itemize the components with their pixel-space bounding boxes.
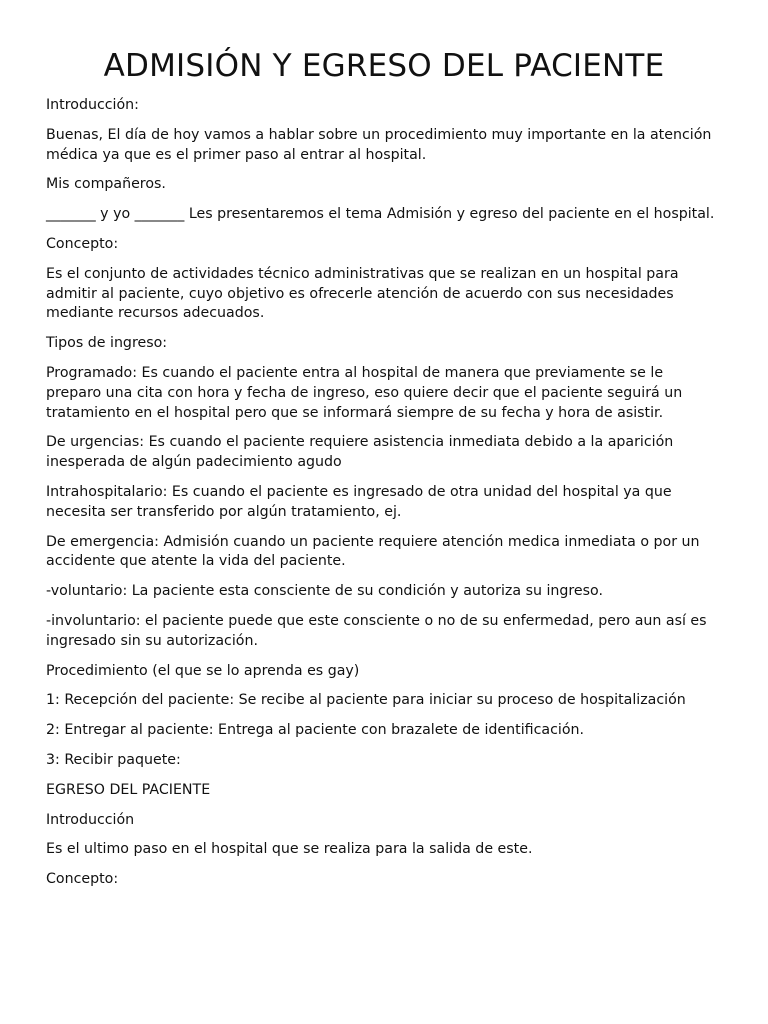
intrahospitalario-paragraph: Intrahospitalario: Es cuando el paciente es ingresado de otra unidad del hospital ya que necesita ser transferido por algún tratamiento, ej.: [46, 483, 672, 520]
heading-egreso: EGRESO DEL PACIENTE: [46, 781, 211, 798]
intro-paragraph: Buenas, El día de hoy vamos a hablar sobre un procedimiento muy importante en la atención médica ya que es el primer paso al entrar al hospital.: [46, 126, 712, 163]
heading-tipos-de-ingreso: Tipos de ingreso:: [46, 335, 168, 352]
heading-egreso-introduccion: Introducción: [46, 811, 135, 828]
programado-paragraph: Programado: Es cuando el paciente entra al hospital de manera que previamente se le preparo una cita con hora y fecha de ingreso, eso quiere decir que el paciente seguirá un tratamiento en el hospital pero que se informará siempre de su fecha y hora de asistir.: [46, 364, 683, 421]
egreso-intro-paragraph: Es el ultimo paso en el hospital que se realiza para la salida de este.: [46, 841, 533, 858]
concept-paragraph: Es el conjunto de actividades técnico administrativas que se realizan en un hospital para admitir al paciente, cuyo objetivo es ofrecerle atención de acuerdo con sus necesidades mediante recursos adecuados.: [46, 265, 679, 322]
presenters-paragraph: _______ y yo _______ Les presentaremos el tema Admisión y egreso del paciente en el hospital.: [46, 206, 715, 223]
heading-concepto: Concepto:: [46, 235, 119, 252]
companions-line: Mis compañeros.: [46, 176, 166, 193]
voluntario-paragraph: -voluntario: La paciente esta consciente de su condición y autoriza su ingreso.: [46, 583, 603, 600]
heading-procedimiento: Procedimiento (el que se lo aprenda es gay): [46, 662, 360, 679]
document-body: [46, 96, 722, 890]
heading-egreso-concepto: Concepto:: [46, 871, 119, 888]
document-title: ADMISIÓN Y EGRESO DEL PACIENTE: [103, 48, 665, 84]
step-2-paragraph: 2: Entregar al paciente: Entrega al paciente con brazalete de identificación.: [46, 722, 585, 739]
urgencias-paragraph: De urgencias: Es cuando el paciente requiere asistencia inmediata debido a la aparición inesperada de algún padecimiento agudo: [46, 434, 674, 471]
step-1-paragraph: 1: Recepción del paciente: Se recibe al paciente para iniciar su proceso de hospitalización: [46, 692, 686, 709]
emergencia-paragraph: De emergencia: Admisión cuando un paciente requiere atención medica inmediata o por un accidente que atente la vida del paciente.: [46, 533, 700, 570]
involuntario-paragraph: -involuntario: el paciente puede que este consciente o no de su enfermedad, pero aun así es ingresado sin su autorización.: [46, 612, 707, 649]
step-3-paragraph: 3: Recibir paquete:: [46, 751, 181, 768]
heading-introduccion: Introducción:: [46, 97, 139, 113]
